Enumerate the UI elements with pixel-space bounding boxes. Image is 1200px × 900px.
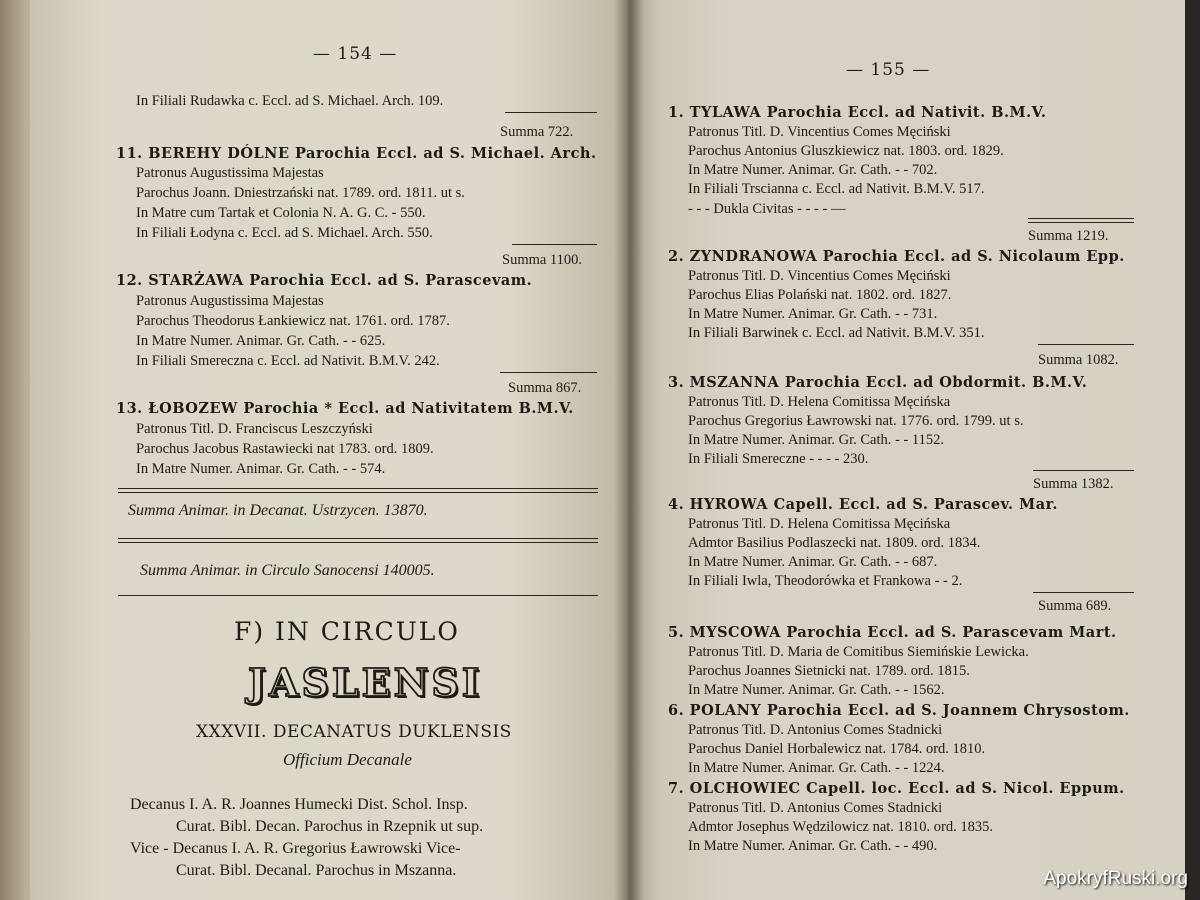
text-line: Parochus Daniel Horbalewicz nat. 1784. ord. 1810.: [688, 741, 986, 757]
text-line: In Matre Numer. Animar. Gr. Cath. - - 687.: [688, 554, 938, 570]
text-line: Patronus Augustissima Majestas: [136, 293, 324, 309]
book-gutter: [614, 0, 644, 900]
text-line: Patronus Titl. D. Helena Comitissa Męcińska: [688, 394, 951, 410]
section-rule: [118, 595, 598, 596]
left-page: [30, 0, 628, 900]
text-line: In Matre Numer. Animar. Gr. Cath. - - 490.: [688, 838, 938, 854]
entry-heading: 2. ZYNDRANOWA Parochia Eccl. ad S. Nicolaum Epp.: [668, 248, 1125, 265]
text-line: In Filiali Rudawka c. Eccl. ad S. Michael. Arch. 109.: [136, 93, 444, 109]
text-line: Patronus Augustissima Majestas: [136, 165, 324, 181]
decanus-line: Decanus I. A. R. Joannes Humecki Dist. Schol. Insp.: [130, 796, 468, 813]
entry-heading: 3. MSZANNA Parochia Eccl. ad Obdormit. B.M.V.: [668, 374, 1088, 391]
entry-heading: 1. TYLAWA Parochia Eccl. ad Nativit. B.M.V.: [668, 104, 1047, 121]
text-line: Parochus Theodorus Łankiewicz nat. 1761. ord. 1787.: [136, 313, 450, 329]
summa-line: Summa 1100.: [502, 252, 583, 268]
sum-rule: [1028, 218, 1134, 223]
entry-heading: 13. ŁOBOZEW Parochia * Eccl. ad Nativitatem B.M.V.: [116, 400, 574, 417]
text-line: In Matre Numer. Animar. Gr. Cath. - - 731.: [688, 306, 938, 322]
summa-line: Summa 1219.: [1028, 228, 1109, 244]
summa-line: Summa 1382.: [1033, 476, 1114, 492]
decanatus-heading: XXXVII. DECANATUS DUKLENSIS: [196, 722, 512, 742]
text-line: Parochus Elias Polański nat. 1802. ord. 1827.: [688, 287, 952, 303]
text-line: Admtor Josephus Wędzilowicz nat. 1810. ord. 1835.: [688, 819, 993, 835]
sum-rule: [1033, 470, 1134, 471]
text-line: In Filiali Trscianna c. Eccl. ad Nativit. B.M.V. 517.: [688, 181, 985, 197]
summa-line: Summa 722.: [500, 124, 574, 140]
sum-rule: [505, 112, 597, 113]
summa-line: Summa 867.: [508, 380, 582, 396]
text-line: In Matre Numer. Animar. Gr. Cath. - - 574.: [136, 461, 386, 477]
entry-heading: 6. POLANY Parochia Eccl. ad S. Joannem Chrysostom.: [668, 702, 1130, 719]
decanus-line: Curat. Bibl. Decanal. Parochus in Mszanna.: [176, 862, 457, 879]
text-line: Patronus Titl. D. Franciscus Leszczyński: [136, 421, 373, 437]
section-heading: F) IN CIRCULO: [234, 617, 460, 646]
text-line: In Filiali Łodyna c. Eccl. ad S. Michael. Arch. 550.: [136, 225, 433, 241]
double-rule: [118, 488, 598, 493]
text-line: In Filiali Smereczna c. Eccl. ad Nativit. B.M.V. 242.: [136, 353, 440, 369]
officium-heading: Officium Decanale: [283, 750, 412, 769]
summa-decanat: Summa Animar. in Decanat. Ustrzycen. 13870.: [128, 502, 428, 519]
entry-heading: 5. MYSCOWA Parochia Eccl. ad S. Parascevam Mart.: [668, 624, 1117, 641]
text-line: Patronus Titl. D. Antonius Comes Stadnicki: [688, 722, 943, 738]
page-number: — 154 —: [313, 44, 398, 64]
summa-line: Summa 1082.: [1038, 352, 1119, 368]
text-line: Parochus Joann. Dniestrzański nat. 1789. ord. 1811. ut s.: [136, 185, 465, 201]
decanus-line: Vice - Decanus I. A. R. Gregorius Ławrowski Vice-: [130, 840, 461, 857]
book-edge: [1185, 0, 1200, 900]
text-line: Patronus Titl. D. Helena Comitissa Męcińska: [688, 516, 951, 532]
entry-heading: 4. HYROWA Capell. Eccl. ad S. Parascev. Mar.: [668, 496, 1058, 513]
text-line: In Matre Numer. Animar. Gr. Cath. - - 1152.: [688, 432, 944, 448]
entry-heading: 7. OLCHOWIEC Capell. loc. Eccl. ad S. Nicol. Eppum.: [668, 780, 1125, 797]
sum-rule: [1033, 592, 1134, 593]
text-line: In Filiali Smereczne - - - - 230.: [688, 451, 869, 467]
text-line: Patronus Titl. D. Vincentius Comes Męciński: [688, 124, 951, 140]
text-line: In Filiali Iwla, Theodorówka et Frankowa - - 2.: [688, 573, 963, 589]
text-line: Patronus Titl. D. Antonius Comes Stadnicki: [688, 800, 943, 816]
text-line: In Matre Numer. Animar. Gr. Cath. - - 1224.: [688, 760, 945, 776]
text-line: Parochus Gregorius Ławrowski nat. 1776. ord. 1799. ut s.: [688, 413, 1024, 429]
text-line: Patronus Titl. D. Maria de Comitibus Siemińskie Lewicka.: [688, 644, 1029, 660]
text-line: In Matre Numer. Animar. Gr. Cath. - - 625.: [136, 333, 386, 349]
text-line: - - - Dukla Civitas - - - - —: [688, 201, 846, 217]
sum-rule: [512, 244, 597, 245]
text-line: Parochus Antonius Gluszkiewicz nat. 1803. ord. 1829.: [688, 143, 1004, 159]
sum-rule: [500, 372, 597, 373]
double-rule: [118, 538, 598, 543]
text-line: In Matre Numer. Animar. Gr. Cath. - - 1562.: [688, 682, 945, 698]
entry-heading: 11. BEREHY DÓLNE Parochia Eccl. ad S. Michael. Arch.: [116, 145, 597, 162]
summa-line: Summa 689.: [1038, 598, 1112, 614]
text-line: Parochus Jacobus Rastawiecki nat 1783. ord. 1809.: [136, 441, 434, 457]
page-number: — 155 —: [846, 60, 931, 80]
text-line: In Matre cum Tartak et Colonia N. A. G. C. - 550.: [136, 205, 426, 221]
district-title: JASLENSI: [248, 660, 483, 705]
text-line: In Filiali Barwinek c. Eccl. ad Nativit. B.M.V. 351.: [688, 325, 985, 341]
entry-heading: 12. STARŻAWA Parochia Eccl. ad S. Parascevam.: [116, 272, 533, 289]
decanus-line: Curat. Bibl. Decan. Parochus in Rzepnik ut sup.: [176, 818, 484, 835]
watermark: ApokryfRuski.org: [1043, 868, 1188, 889]
text-line: In Matre Numer. Animar. Gr. Cath. - - 702.: [688, 162, 938, 178]
sum-rule: [1038, 344, 1134, 345]
right-page: [628, 0, 1188, 900]
text-line: Parochus Joannes Sietnicki nat. 1789. ord. 1815.: [688, 663, 970, 679]
text-line: Admtor Basilius Podlaszecki nat. 1809. ord. 1834.: [688, 535, 981, 551]
text-line: Patronus Titl. D. Vincentius Comes Męciński: [688, 268, 951, 284]
summa-circulo: Summa Animar. in Circulo Sanocensi 140005.: [140, 562, 435, 579]
